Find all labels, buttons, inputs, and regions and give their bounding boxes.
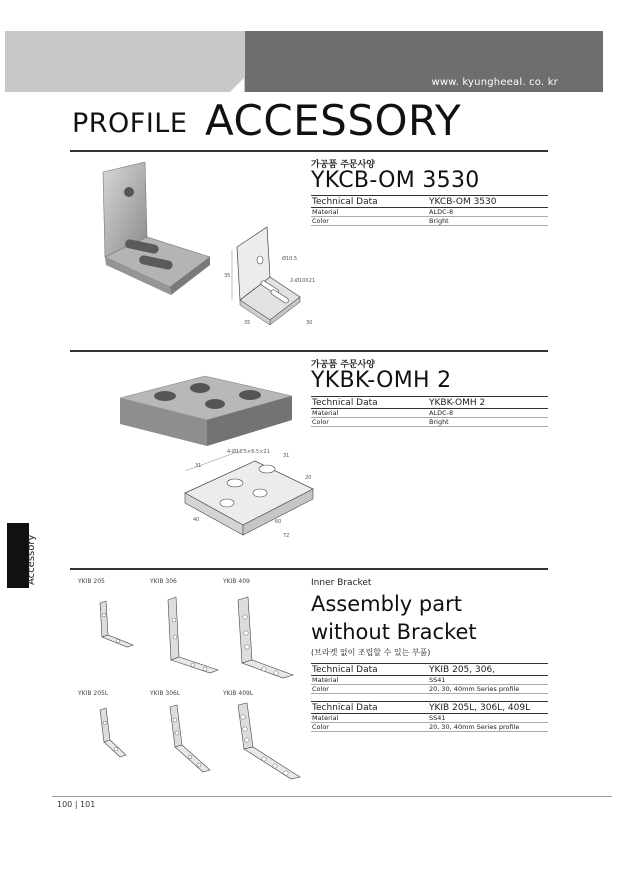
spec-label: Material — [311, 676, 428, 685]
spec-header-label: Technical Data — [311, 397, 428, 409]
spec-header-value: YKIB 205L, 306L, 409L — [428, 702, 548, 714]
dim-holes: 4-Ø12.5×6.5×21 — [227, 449, 270, 455]
bracket-409l-drawing — [238, 703, 300, 779]
spec-header-value: YKCB-OM 3530 — [428, 196, 548, 208]
bracket-205-drawing — [100, 601, 133, 647]
spec-value: SS41 — [428, 676, 548, 685]
section-divider-2 — [70, 350, 548, 352]
spec-header-label: Technical Data — [311, 664, 428, 676]
label-ykib-205l: YKIB 205L — [78, 690, 109, 697]
dim-c: 60 — [275, 519, 282, 525]
label-ykib-306: YKIB 306 — [150, 578, 177, 585]
spec-label: Color — [311, 418, 428, 427]
dim-f: 72 — [283, 533, 290, 539]
spec-header-label: Technical Data — [311, 196, 428, 208]
product-photo-ykbk-omh — [110, 368, 300, 453]
spec-value: Bright — [428, 418, 548, 427]
label-ykib-306l: YKIB 306L — [150, 690, 181, 697]
spec-table-ykbk-omh — [311, 396, 548, 427]
technical-drawing-ykbk-omh — [165, 443, 325, 553]
assembly-title-line2: without Bracket — [311, 620, 477, 644]
footer-rule — [52, 796, 612, 797]
dim-hole: Ø10.5 — [282, 256, 298, 262]
dim-height: 35 — [224, 273, 231, 279]
spec-table-ykib — [311, 663, 548, 694]
model-title-ykcb-om: YKCB-OM 3530 — [311, 168, 480, 193]
dim-b: 31 — [283, 453, 290, 459]
dim-d: 40 — [193, 517, 200, 523]
spec-label: Material — [311, 714, 428, 723]
inner-bracket-drawings — [78, 575, 308, 785]
site-url[interactable]: www. kyungheeal. co. kr — [431, 77, 558, 88]
side-tab-label: Accessory — [26, 534, 37, 585]
spec-label: Material — [311, 409, 428, 418]
section-divider-3 — [70, 568, 548, 570]
spec-value: ALDC-8 — [428, 409, 548, 418]
spec-label: Material — [311, 208, 428, 217]
dim-width: 30 — [306, 320, 313, 326]
spec-value: Bright — [428, 217, 548, 226]
spec-header-value: YKBK-OMH 2 — [428, 397, 548, 409]
title-accessory: ACCESSORY — [205, 96, 462, 145]
order-label-1: 가공품 주문사양 — [311, 160, 375, 170]
label-ykib-409l: YKIB 409L — [223, 690, 254, 697]
spec-label: Color — [311, 723, 428, 732]
title-profile: PROFILE — [72, 108, 188, 139]
page-number: 100 | 101 — [57, 800, 96, 809]
spec-header-value: YKIB 205, 306, — [428, 664, 548, 676]
order-label-2: 가공품 주문사양 — [311, 360, 375, 370]
spec-value: 20, 30, 40mm Series profile — [428, 685, 548, 694]
spec-label: Color — [311, 217, 428, 226]
spec-label: Color — [311, 685, 428, 694]
bracket-306l-drawing — [170, 705, 210, 772]
spec-value: 20, 30, 40mm Series profile — [428, 723, 548, 732]
dim-slot: 2-Ø10X21 — [290, 278, 316, 284]
label-ykib-409: YKIB 409 — [223, 578, 250, 585]
header-banner-light — [5, 31, 245, 92]
model-title-ykbk-omh: YKBK-OMH 2 — [311, 368, 452, 393]
section-divider-1 — [70, 150, 548, 152]
bracket-205l-drawing — [100, 708, 126, 757]
dim-depth: 35 — [244, 320, 251, 326]
inner-bracket-label: Inner Bracket — [311, 578, 372, 588]
technical-drawing-ykcb-om — [222, 222, 317, 340]
spec-header-label: Technical Data — [311, 702, 428, 714]
banner-notch — [230, 78, 244, 92]
assembly-title-line1: Assembly part — [311, 592, 462, 616]
bracket-409-drawing — [238, 597, 293, 678]
dim-a: 31 — [195, 463, 202, 469]
dim-e: 20 — [305, 475, 312, 481]
assembly-note: (브라켓 없이 조립할 수 있는 부품) — [311, 648, 431, 657]
product-photo-ykcb-om — [95, 162, 215, 297]
bracket-306-drawing — [168, 597, 218, 673]
spec-table-ykcb-om — [311, 195, 548, 226]
spec-value: ALDC-8 — [428, 208, 548, 217]
spec-table-ykib-l — [311, 701, 548, 732]
label-ykib-205: YKIB 205 — [78, 578, 105, 585]
spec-value: SS41 — [428, 714, 548, 723]
